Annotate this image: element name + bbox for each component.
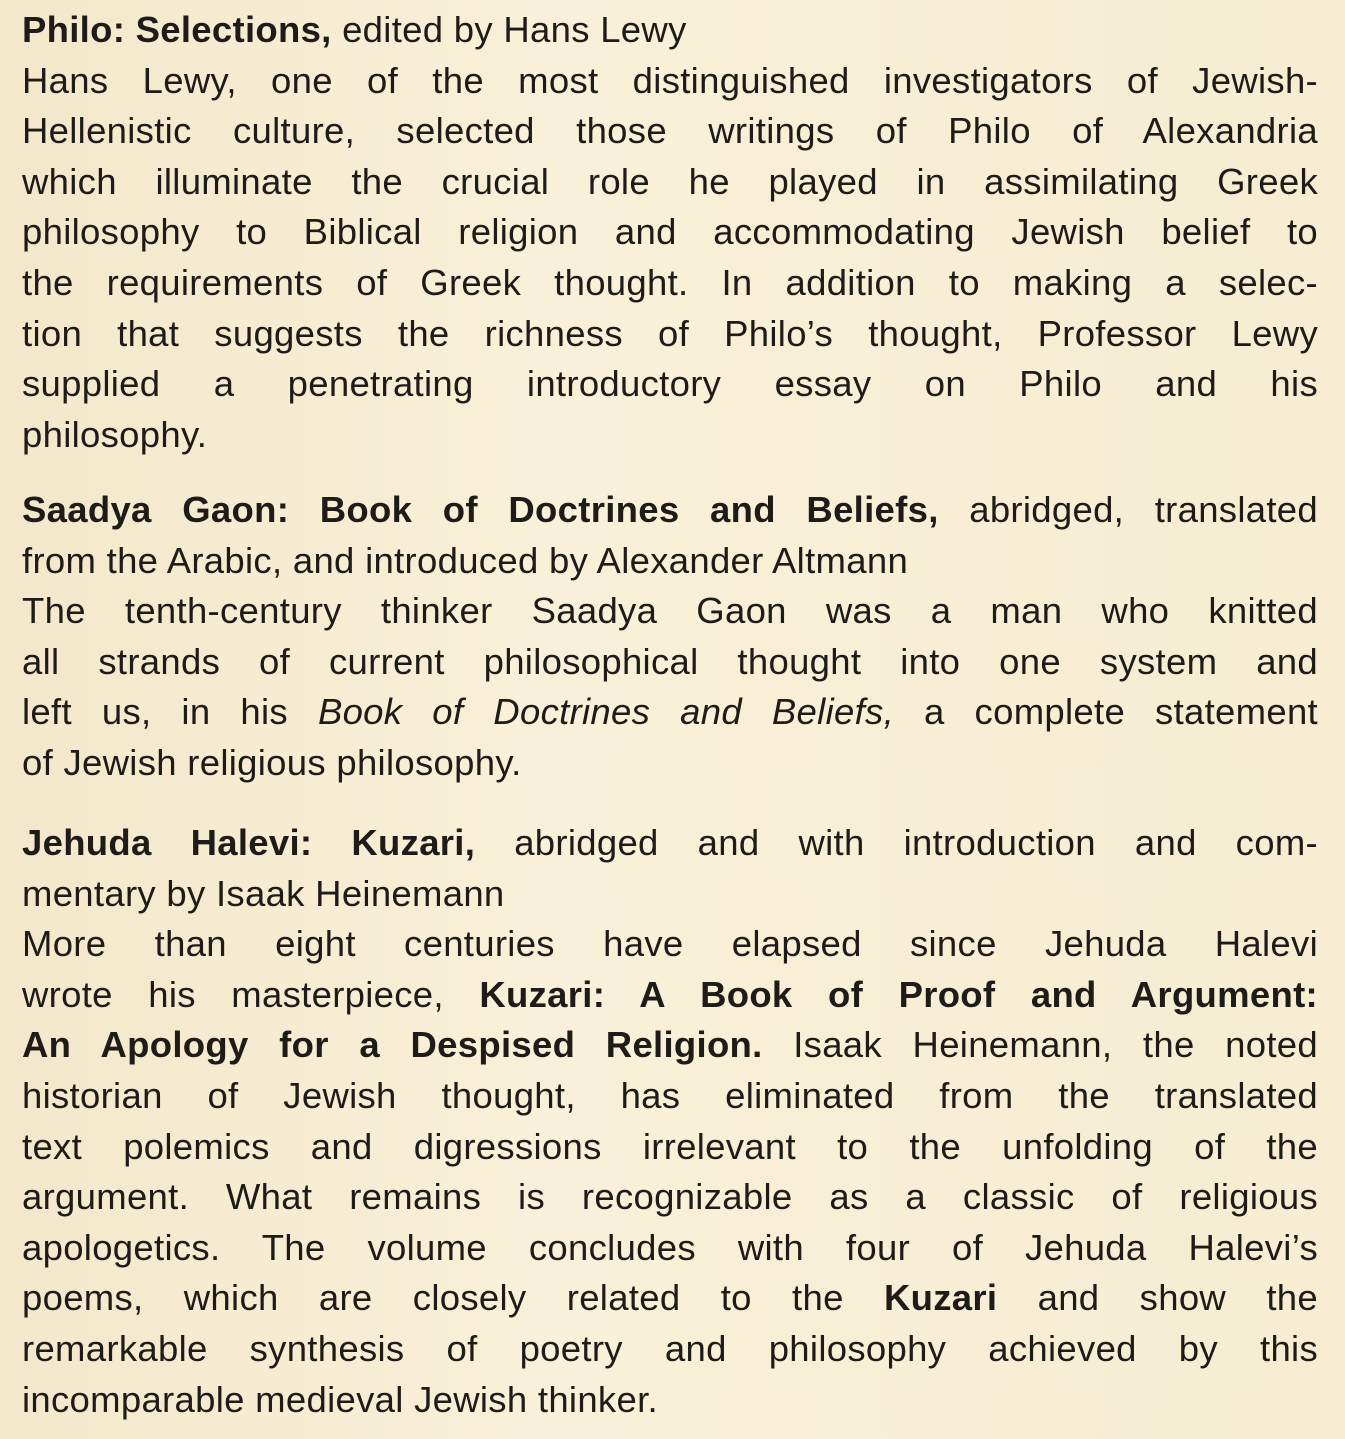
text-line bbox=[22, 5, 1318, 56]
bold-title-text: An Apology for a Despised Religion. bbox=[22, 1024, 763, 1066]
body-text: Hellenistic culture, selected those writings of Philo of Alexandria bbox=[22, 110, 1318, 152]
text-line bbox=[22, 738, 1318, 789]
body-text: and show the bbox=[997, 1277, 1319, 1319]
text-line bbox=[22, 1273, 1318, 1324]
text-line bbox=[22, 970, 1318, 1021]
text-line bbox=[22, 869, 1318, 920]
text-line bbox=[22, 1020, 1318, 1071]
text-line bbox=[22, 410, 1318, 461]
body-text: all strands of current philosophical thought into one system and bbox=[22, 640, 1318, 682]
body-text: argument. What remains is recognizable as a classic of religious bbox=[22, 1176, 1318, 1218]
body-text: from the Arabic, and introduced by Alexander Altmann bbox=[22, 539, 909, 581]
body-text: edited by Hans Lewy bbox=[331, 9, 687, 50]
text-line bbox=[22, 485, 1318, 536]
bold-title-text: Kuzari: A Book of Proof and Argument: bbox=[479, 973, 1318, 1015]
text-line bbox=[22, 1375, 1318, 1426]
text-line bbox=[22, 1172, 1318, 1223]
text-line bbox=[22, 1122, 1318, 1173]
body-text: wrote his masterpiece, bbox=[22, 973, 480, 1015]
body-text: left us, in his bbox=[22, 691, 318, 733]
text-line bbox=[22, 586, 1318, 637]
body-text: philosophy to Biblical religion and accommodating Jewish belief to bbox=[22, 211, 1318, 253]
body-text: apologetics. The volume concludes with four of Jehuda Halevi’s bbox=[22, 1226, 1318, 1268]
body-text: Hans Lewy, one of the most distinguished investigators of Jewish- bbox=[22, 59, 1318, 101]
text-line bbox=[22, 359, 1318, 410]
body-text: philosophy. bbox=[22, 413, 208, 455]
body-text: incomparable medieval Jewish thinker. bbox=[22, 1378, 658, 1420]
text-line bbox=[22, 637, 1318, 688]
entry-saadya bbox=[22, 485, 1318, 789]
body-text: supplied a penetrating introductory essay on Philo and his bbox=[22, 363, 1318, 405]
text-line bbox=[22, 919, 1318, 970]
text-line bbox=[22, 258, 1318, 309]
text-line bbox=[22, 1324, 1318, 1375]
bold-title-text: Saadya Gaon: Book of Doctrines and Beliefs, bbox=[22, 489, 939, 530]
body-text: the requirements of Greek thought. In addition to making a selec- bbox=[22, 261, 1318, 303]
text-line bbox=[22, 536, 1318, 587]
entry-philo bbox=[22, 5, 1318, 460]
body-text: Isaak Heinemann, the noted bbox=[762, 1024, 1319, 1066]
body-text: a complete statement bbox=[894, 691, 1319, 733]
body-text: mentary by Isaak Heinemann bbox=[22, 872, 505, 914]
body-text: remarkable synthesis of poetry and philosophy achieved by this bbox=[22, 1327, 1318, 1369]
text-line bbox=[22, 1071, 1318, 1122]
text-line bbox=[22, 207, 1318, 258]
bold-title-text: Philo: Selections, bbox=[22, 9, 332, 50]
text-line bbox=[22, 309, 1318, 360]
body-text: tion that suggests the richness of Philo’s thought, Professor Lewy bbox=[22, 312, 1318, 354]
body-text: poems, which are closely related to the bbox=[22, 1277, 884, 1319]
body-text: historian of Jewish thought, has eliminated from the translated bbox=[22, 1074, 1318, 1116]
body-text: More than eight centuries have elapsed since Jehuda Halevi bbox=[22, 923, 1318, 965]
text-line bbox=[22, 687, 1318, 738]
body-text: of Jewish religious philosophy. bbox=[22, 741, 522, 783]
text-line bbox=[22, 818, 1318, 869]
entry-halevi bbox=[22, 818, 1318, 1425]
body-text: abridged and with introduction and com- bbox=[475, 822, 1318, 863]
text-line bbox=[22, 157, 1318, 208]
body-text: which illuminate the crucial role he played in assimilating Greek bbox=[22, 160, 1318, 202]
body-text: text polemics and digressions irrelevant to the unfolding of the bbox=[22, 1125, 1318, 1167]
body-text: abridged, translated bbox=[938, 489, 1318, 530]
text-line bbox=[22, 56, 1318, 107]
bold-title-text: Jehuda Halevi: Kuzari, bbox=[22, 822, 476, 863]
body-text: The tenth-century thinker Saadya Gaon was a man who knitted bbox=[22, 590, 1318, 632]
bold-title-text: Kuzari bbox=[883, 1277, 998, 1319]
text-line bbox=[22, 106, 1318, 157]
text-line bbox=[22, 1223, 1318, 1274]
italic-title-text: Book of Doctrines and Beliefs, bbox=[317, 691, 895, 733]
